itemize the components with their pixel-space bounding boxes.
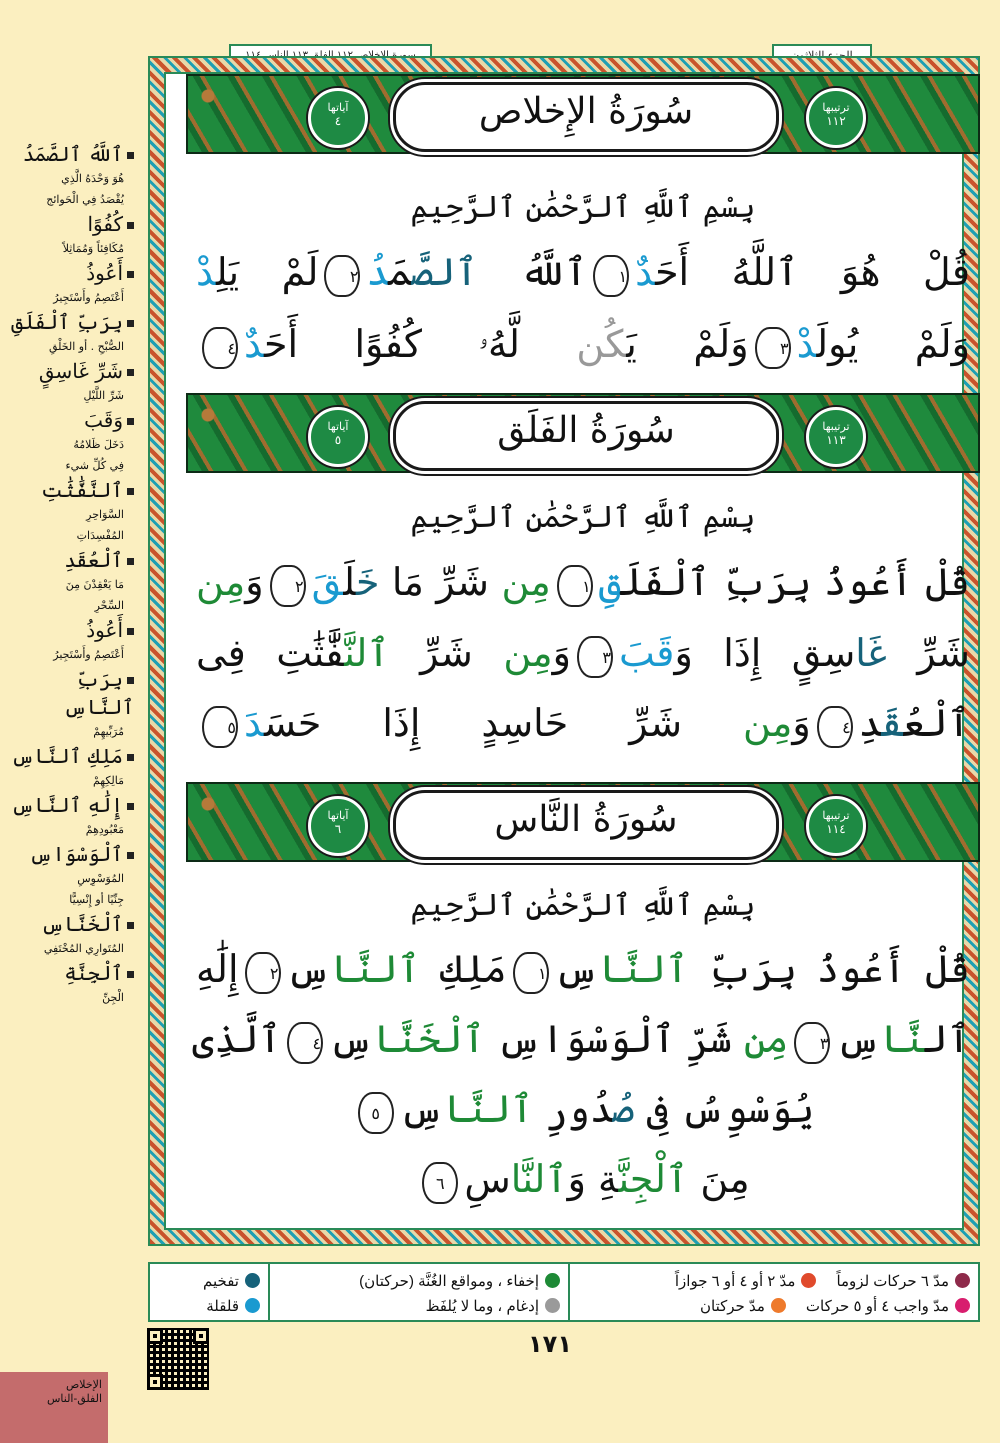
order-number: ١١٣ [826,433,846,447]
order-label: ترتيبها [822,101,850,114]
basmala: بِسْمِ ٱللَّهِ ٱلرَّحْمَٰنِ ٱلرَّحِيمِ [410,190,756,225]
legend-row [578,1268,970,1293]
glossary-entry [0,546,134,616]
legend-row [578,1293,970,1318]
glossary-entry [0,910,134,959]
verse-line [196,243,970,301]
ayah-number-marker: ٥ [202,706,238,748]
verse-text: دٌ [244,322,264,366]
square-bullet-icon [127,754,134,761]
glossary-definition: هُوَ وَحْدَهُ الَّذِي [61,172,124,185]
glossary-definition: مَعْبُودِهِمْ [85,823,124,836]
legend-row [278,1268,560,1293]
basmala: بِسْمِ ٱللَّهِ ٱلرَّحْمَٰنِ ٱلرَّحِيمِ [410,888,756,923]
square-bullet-icon [127,320,134,327]
square-bullet-icon [127,418,134,425]
verse-text: ٱلنَّا [510,1157,568,1201]
legend-item [359,1272,560,1290]
ayat-label: آياتها [327,809,349,822]
verse-text: شَرِّ مَا [379,560,502,604]
verse-text: ٱلنَّ [344,631,390,675]
square-bullet-icon [127,677,134,684]
verse-line [196,1150,970,1208]
legend-label: مدّ ٢ أو ٤ أو ٦ جوازاً [674,1272,796,1290]
verse-text: مِنَ [688,1157,750,1201]
verse-text: قُلْ أَعُوذُ بِرَبِّ [688,947,970,991]
verse-text: مَ [388,250,412,294]
verse-text: وَ [245,560,264,604]
glossary-definition: مُكَافِئاً وَمُمَاثِلاً [62,242,124,255]
glossary-word: بِرَبِّ ٱلنَّاسِ [63,667,134,719]
verse-text: ٱلْعُ [903,701,970,745]
legend-item [700,1297,786,1315]
qr-finder [147,1328,163,1344]
glossary-entry [0,406,134,476]
surah-title: سُورَةُ النَّاس [494,799,678,840]
glossary-definition: شَرِّ اللَّيْلِ [83,389,124,402]
verse-text: لَ [343,560,356,604]
glossary-entry [0,742,134,791]
verse-text: سِ [554,947,600,991]
verse-text: قَ [311,560,344,604]
legend-label: مدّ ٦ حركات لزوماً [836,1272,949,1290]
verse-text: ٱل [925,1017,970,1061]
surah-side-tab[interactable] [0,1372,108,1443]
verse-text: وَلَمْ يُولَ [816,322,970,366]
verse-text: قُلْ أَعُوذُ بِرَبِّ ٱلْفَلَ [621,560,970,604]
glossary-word: كُفُوًا [0,210,134,238]
surah-banner-falaq [186,393,980,473]
verse-text: دِ [858,701,881,745]
glossary-definition: أَعْتَصِمُ وأَسْتَجِيرُ [53,648,124,661]
verse-text: مِن [743,1017,789,1061]
verse-text: فَّٰثَٰتِ فِى [196,631,345,675]
verse-line [196,1080,970,1138]
surah-title-cartouche [393,82,779,152]
verse-text: سِ [836,1017,881,1061]
square-bullet-icon [127,971,134,978]
verse-text: دَ [244,701,264,745]
verse-text: قَبَ [618,631,675,675]
ayah-number-marker: ١ [593,255,629,297]
glossary-word: مَلِكِ ٱلنَّاسِ [0,742,134,770]
verse-text: يُوَسْوِسُ فِى [634,1087,815,1131]
order-number: ١١٢ [826,114,846,128]
glossary-entry [0,665,134,742]
verse-text: وَلَمْ يَ [626,322,749,366]
legend-label: إخفاء ، ومواقع الغُنَّة (حركتان) [359,1272,539,1290]
verse-text: مَلِكِ [420,947,507,991]
verse-text: سِ [464,1157,511,1201]
glossary-entry [0,476,134,546]
glossary-word: بِرَبِّ ٱلْفَلَقِ [0,308,134,336]
verse-text: لَمْ يَلِ [215,250,319,294]
verse-text: مِن [503,631,553,675]
ayat-count: ٤ [334,114,342,128]
verse-text: سِقٍ إِذَا وَ [674,631,856,675]
ayah-number-marker: ٤ [287,1022,323,1064]
verse-text: شَرِّ [886,631,970,675]
ayat-count: ٦ [334,822,342,836]
verse-text: ٱلنَّا [331,947,421,991]
color-dot-icon [801,1273,816,1288]
color-dot-icon [955,1298,970,1313]
surah-order-medallion [806,796,866,856]
surah-banner-ikhlas [186,74,980,154]
glossary-word: ٱلْعُقَدِ [0,546,134,574]
ayah-number-marker: ١ [513,952,549,994]
glossary-definition: دَخَلَ ظَلامُهُ [73,438,124,451]
verse-text: وَ [792,701,811,745]
side-tab-line1: الإخلاص [66,1378,102,1391]
verse-text: ٱلَّذِى [192,1017,282,1061]
verse-text: مِن [743,701,793,745]
glossary-word: ٱلنَّفَّٰثَٰتِ [0,476,134,504]
ayat-count-medallion [308,796,368,856]
square-bullet-icon [127,803,134,810]
order-label: ترتيبها [822,809,850,822]
color-dot-icon [545,1298,560,1313]
verse-text: شَرِّ ٱلْوَسْوَاسِ [484,1017,744,1061]
verse-text: سِ [399,1087,445,1131]
legend-item [836,1272,970,1290]
square-bullet-icon [127,852,134,859]
glossary-word: إِلَٰهِ ٱلنَّاسِ [0,791,134,819]
legend-row [158,1293,260,1318]
verse-text: مِن [196,560,246,604]
tajweed-color-legend [148,1262,980,1322]
legend-row [158,1268,260,1293]
verse-text: نَّا [880,1017,926,1061]
square-bullet-icon [127,922,134,929]
glossary-definition: المُوَسْوِسِ [77,872,124,885]
glossary-word: أَعُوذُ [0,259,134,287]
verse-text: ٱلصَّ [411,250,478,294]
square-bullet-icon [127,558,134,565]
glossary-word: وَقَبَ [0,406,134,434]
qr-finder [147,1374,163,1390]
ayah-number-marker: ٣ [755,327,791,369]
glossary-word: ٱللَّهُ ٱلصَّمَدُ [0,140,134,168]
glossary-definition: مَالِكِهِمْ [92,774,124,787]
side-tab-line2: الفلق-الناس [46,1392,102,1405]
verse-text: صُ [612,1087,635,1131]
ayah-number-marker: ٢ [270,565,306,607]
verse-text: ٱلنَّا [444,1087,534,1131]
glossary-definition: مُرَبِّيهِمْ [93,725,124,738]
glossary-entry [0,140,134,210]
verse-text: دْ [796,322,817,366]
legend-item [806,1297,970,1315]
glossary-definition: الْجِنِّ [102,991,124,1004]
ayah-number-marker: ٣ [794,1022,830,1064]
order-number: ١١٤ [826,822,846,836]
legend-tafkhim-column [150,1264,268,1320]
ayat-count-medallion [308,88,368,148]
surah-title: سُورَةُ الإِخلاص [478,91,694,132]
square-bullet-icon [127,488,134,495]
verse-text: دْ [196,250,216,294]
square-bullet-icon [127,152,134,159]
verse-text: دٌ [635,250,656,294]
glossary-definition: مَا يَعْقِدْنَ مِنَ [65,578,124,591]
color-dot-icon [771,1298,786,1313]
glossary-word: شَرِّ غَاسِقٍ [0,357,134,385]
ayat-count: ٥ [334,433,342,447]
legend-row [278,1293,560,1318]
glossary-entry [0,616,134,665]
ayah-number-marker: ١ [557,565,593,607]
verse-line [196,553,970,611]
verse-text: مِن [501,560,551,604]
verse-text: وَ [552,631,571,675]
legend-item [206,1297,260,1315]
ayah-number-marker: ٤ [817,706,853,748]
legend-label: قلقلة [206,1297,239,1315]
verse-text: ٱللَّهُ [477,250,588,294]
glossary-definition: أَعْتَصِمُ وأَسْتَجِيرُ [53,291,124,304]
verse-text: سِ [286,947,332,991]
glossary-definition: فِي كُلِّ شيء [65,459,124,472]
page-number: ١٧١ [528,1330,572,1358]
verse-line [196,940,970,998]
verse-text: ةِ وَ [567,1157,619,1201]
legend-ghunna-column [268,1264,568,1320]
square-bullet-icon [127,271,134,278]
verse-line [196,624,970,682]
legend-item [426,1297,560,1315]
glossary-word: أَعُوذُ [0,616,134,644]
surah-order-medallion [806,88,866,148]
verse-text: إِلَٰهِ [196,947,239,991]
basmala: بِسْمِ ٱللَّهِ ٱلرَّحْمَٰنِ ٱلرَّحِيمِ [410,500,756,535]
ayah-number-marker: ٣ [577,636,613,678]
verse-line [196,315,970,373]
glossary-definition: السَّوَاحِرِ [86,508,124,521]
ayat-count-medallion [308,407,368,467]
legend-label: مدّ حركتان [700,1297,765,1315]
surah-title-cartouche [393,790,779,860]
legend-label: إدغام ، وما لا يُلفَظ [425,1297,539,1315]
glossary-entry [0,210,134,259]
legend-madd-column [568,1264,978,1320]
glossary-definition: الصُّبْحِ . أو الخَلْقِ [48,340,124,353]
glossary-entry [0,959,134,1008]
legend-label: مدّ واجب ٤ أو ٥ حركات [805,1297,949,1315]
verse-text: ٱلْجِنَّ [618,1157,689,1201]
legend-item [203,1272,260,1290]
verse-text: خَ [355,560,380,604]
verse-text: قُلْ هُوَ ٱللَّهُ أَحَ [655,250,970,294]
glossary-entry [0,259,134,308]
verse-line [192,1010,970,1068]
glossary-word: ٱلْخَنَّاسِ [0,910,134,938]
surah-order-medallion [806,407,866,467]
glossary-sidebar [0,140,140,1008]
verse-text: شَرِّ [389,631,504,675]
surah-banner-nas [186,782,980,862]
color-dot-icon [245,1273,260,1288]
glossary-entry [0,357,134,406]
glossary-entry [0,840,134,910]
square-bullet-icon [127,222,134,229]
glossary-definition: السِّحْرِ [94,599,124,612]
surah-title-cartouche [393,401,779,471]
verse-text: دُورِ [533,1087,613,1131]
verse-text: سِ [329,1017,374,1061]
order-label: ترتيبها [822,420,850,433]
glossary-definition: جِنِّيًا أو إِنْسِيًّا [69,893,124,906]
color-dot-icon [545,1273,560,1288]
surah-title: سُورَةُ الفَلَق [497,410,675,451]
verse-text: دُ [366,250,389,294]
square-bullet-icon [127,369,134,376]
glossary-word: ٱلْجِنَّةِ [0,959,134,987]
ayat-label: آياتها [327,101,349,114]
square-bullet-icon [127,628,134,635]
verse-text: كُن [576,322,627,366]
verse-text: ٱلْخَنَّا [373,1017,485,1061]
glossary-entry [0,308,134,357]
verse-line [196,694,970,752]
qr-finder [193,1328,209,1344]
glossary-word: ٱلْوَسْوَاسِ [0,840,134,868]
ayah-number-marker: ٥ [358,1092,394,1134]
color-dot-icon [955,1273,970,1288]
ayah-number-marker: ٤ [202,327,238,369]
verse-text: غَا [855,631,887,675]
color-dot-icon [245,1298,260,1313]
glossary-entry [0,791,134,840]
glossary-definition: يُقْصَدُ فِي الْحَوائج [46,193,124,206]
ayah-number-marker: ٦ [422,1162,458,1204]
qr-code[interactable] [147,1328,209,1390]
glossary-definition: المُفْسِدَاتِ [76,529,124,542]
verse-text: لَّهُۥ كُفُوًا أَحَ [263,322,577,366]
legend-label: تفخيم [203,1272,239,1290]
ayah-number-marker: ٢ [324,255,360,297]
verse-text: ٱلنَّا [599,947,689,991]
verse-text: شَرِّ حَاسِدٍ إِذَا حَسَ [263,701,744,745]
ayah-number-marker: ٢ [245,952,281,994]
ayat-label: آياتها [327,420,349,433]
legend-item [675,1272,817,1290]
glossary-definition: المُتَوارِي المُخْتَفِي [43,942,124,955]
verse-text: قِ [598,560,621,604]
verse-text: قَ [880,701,904,745]
